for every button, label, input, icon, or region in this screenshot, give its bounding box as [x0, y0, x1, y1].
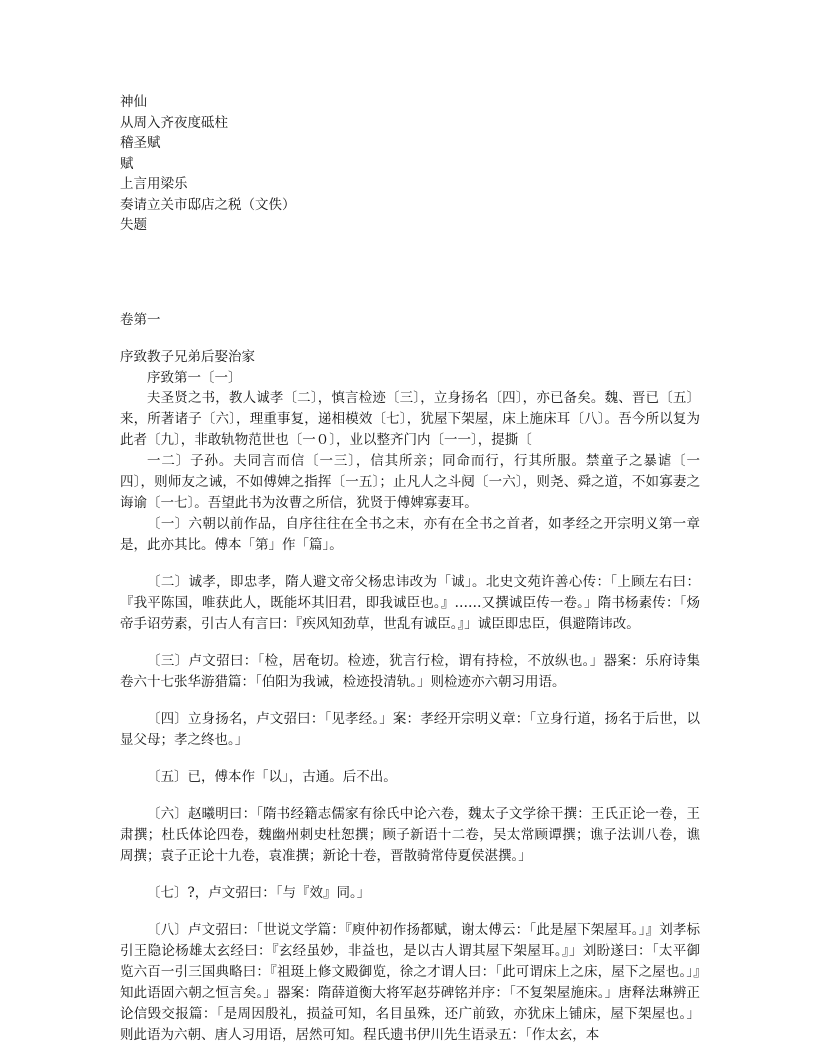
toc-item: 神仙: [120, 94, 147, 110]
notes-list: [120, 514, 700, 1046]
volume-title: 卷第一: [120, 311, 161, 328]
main-paragraph: 一二〕子孙。夫同言而信〔一三〕，信其所亲；同命而行，行其所服。禁童子之暴谑〔一四〕，则师友之诫，不如傅婢之指挥〔一五〕；止凡人之斗阋〔一六〕，则尧、舜之道，不如寡妻之诲谕〔一七〕。吾望此书为汝曹之所信，犹贤于傅婢寡妻耳。: [120, 453, 700, 511]
main-paragraph: 夫圣贤之书，教人诚孝〔二〕，慎言检迹〔三〕，立身扬名〔四〕，亦已备矣。魏、晋已〔五〕来，所著诸子〔六〕，理重事复，递相模效〔七〕，犹屋下架屋，床上施床耳〔八〕。吾今所以复为此者〔九〕，非敢轨物范世也〔一０〕，业以整齐门内〔一一〕，提撕〔: [120, 390, 700, 448]
note-8: 〔八〕卢文弨曰：「世说文学篇：『庾仲初作扬都赋，谢太傅云：「此是屋下架屋耳。」』刘孝标引王隐论杨雄太玄经曰：『玄经虽妙，非益也，是以古人谓其屋下架屋耳。』」刘盼遂曰：「太平御览六百一引三国典略曰：『祖珽上修文殿御览，徐之才谓人曰：「此可谓床上之床，屋下之屋也。」』知此语固六朝之恒言矣。」器案：隋薛道衡大将军赵芬碑铭并序：「不复架屋施床。」唐释法琳辨正论信毁交报篇：「是周因殷礼，损益可知，名目虽殊，还广前致，亦犹床上铺床，屋下架屋也。」则此语为六朝、唐人习用语，居然可知。程氏遗书伊川先生语录五：「作太玄，本: [120, 922, 700, 1043]
toc-list: [120, 92, 700, 236]
toc-item: 从周入齐夜度砥柱: [120, 114, 228, 131]
note-3: 〔三〕卢文弨曰：「检，居奄切。检迹，犹言行检，谓有持检，不放纵也。」器案：乐府诗集卷六十七张华游猎篇：「伯阳为我诫，检迹投清轨。」则检迹亦六朝习用语。: [120, 653, 700, 690]
note-6: 〔六〕赵曦明曰：「隋书经籍志儒家有徐氏中论六卷，魏太子文学徐干撰：王氏正论一卷，王肃撰；杜氏体论四卷，魏幽州刺史杜恕撰；顾子新语十二卷，吴太常顾谭撰；谯子法训八卷，谯周撰；袁子正论十九卷，袁准撰；新论十卷，晋散骑常侍夏侯湛撰。」: [120, 806, 700, 864]
note-2: 〔二〕诚孝，即忠孝，隋人避文帝父杨忠讳改为「诚」。北史文苑许善心传：「上顾左右曰：『我平陈国，唯获此人，既能坏其旧君，即我诚臣也。』……又撰诚臣传一卷。」隋书杨素传：「炀帝手诏劳素，引古人有言曰：『疾风知劲草，世乱有诚臣。』」诚臣即忠臣，俱避隋讳改。: [120, 574, 700, 632]
toc-item: 奏请立关市邸店之税（文佚）: [120, 196, 296, 213]
note-5: 〔五〕已，傅本作「以」，古通。后不出。: [147, 769, 397, 785]
toc-item: 赋: [120, 155, 134, 172]
toc-item: 稽圣赋: [120, 135, 161, 151]
note-4: 〔四〕立身扬名，卢文弨曰：「见孝经。」案：孝经开宗明义章：「立身行道，扬名于后世，以显父母；孝之终也。」: [120, 711, 700, 748]
document-page: [120, 92, 700, 1062]
note-1: 〔一〕六朝以前作品，自序往往在全书之末，亦有在全书之首者，如孝经之开宗明义第一章是，此亦其比。傅本「第」作「篇」。: [120, 516, 700, 553]
section-title: 序致教子兄弟后娶治家: [120, 349, 255, 365]
note-7: 〔七〕?，卢文弨曰：「与『效』同。」: [147, 885, 371, 901]
toc-item: 失题: [120, 217, 147, 233]
subsection-title: 序致第一〔一〕: [147, 369, 242, 386]
toc-item: 上言用梁乐: [120, 176, 188, 192]
